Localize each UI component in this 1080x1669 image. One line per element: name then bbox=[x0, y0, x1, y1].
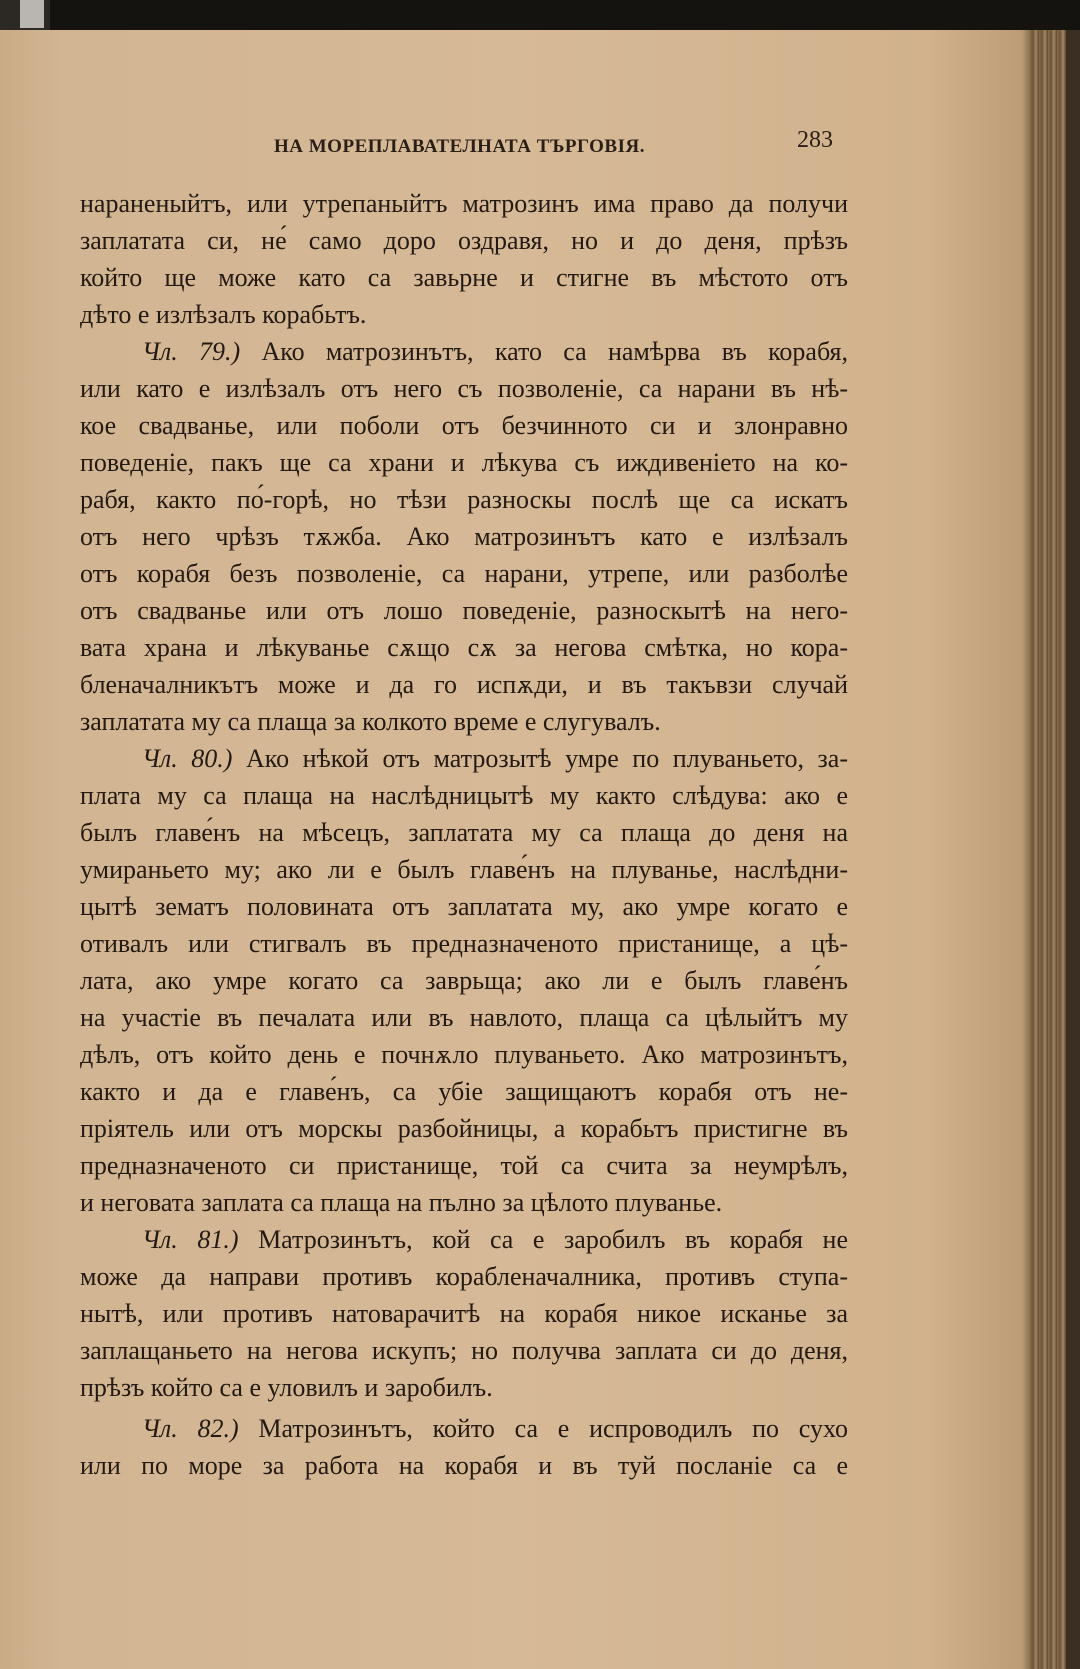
text-line: на участіе въ печалата или въ навлото, плаща са цѣлыйтъ му bbox=[80, 1003, 848, 1032]
text-segment: Матрозинътъ, кой са е заробилъ въ корабя не bbox=[258, 1225, 848, 1254]
text-line: умираньето му; ако ли е былъ главе́нъ на плуванье, наслѣдни- bbox=[80, 855, 848, 884]
text-line: рабя, както по́-горѣ, но тѣзи разноскы послѣ ще са искатъ bbox=[80, 485, 848, 514]
text-line: който ще може като са завьрне и стигне въ мѣстото отъ bbox=[80, 263, 848, 292]
text-line: заплатата му са плаща за колкото време е слугувалъ. bbox=[80, 707, 661, 736]
running-title: НА МОРЕПЛАВАТЕЛНАТА ТЪРГОВІЯ. bbox=[274, 136, 645, 157]
text-line: лата, ако умре когато са заврьща; ако ли е былъ главе́нъ bbox=[80, 966, 848, 995]
text-line: пріятель или отъ морскы разбойницы, а корабьтъ пристигне въ bbox=[80, 1114, 848, 1143]
article-81-first-line bbox=[80, 1221, 848, 1258]
text-line: или по море за работа на корабя и въ туй посланіе са е bbox=[80, 1451, 848, 1480]
text-line: бленачалникътъ може и да го испѫди, и въ такъвзи случай bbox=[80, 670, 848, 699]
article-79-first-line bbox=[80, 333, 848, 370]
text-line: былъ главе́нъ на мѣсецъ, заплатата му са плаща до деня на bbox=[80, 818, 848, 847]
text-line: кое свадванье, или поболи отъ безчинното си и злонравно bbox=[80, 411, 848, 440]
article-80-first-line bbox=[80, 740, 848, 777]
article-number: Чл. 82.) bbox=[142, 1414, 239, 1443]
text-segment: Ако нѣкой отъ матрозытѣ умре по плуваньето, за- bbox=[246, 744, 848, 773]
article-number: Чл. 81.) bbox=[142, 1225, 239, 1254]
text-line: или като е излѣзалъ отъ него съ позволеніе, са нарани въ нѣ- bbox=[80, 374, 848, 403]
scan-corner bbox=[0, 0, 50, 30]
text-line: и неговата заплата са плаща на пълно за цѣлото плуванье. bbox=[80, 1188, 723, 1217]
text-line: отъ свадванье или отъ лошо поведеніе, разноскытѣ на него- bbox=[80, 596, 848, 625]
text-line: дѣлъ, отъ който день е почнѫло плуваньето. Ако матрозинътъ, bbox=[80, 1040, 848, 1069]
page-number: 283 bbox=[797, 127, 833, 153]
text-line: отъ него чрѣзъ тѫжба. Ако матрозинътъ като е излѣзалъ bbox=[80, 522, 848, 551]
text-line: заплащаньето на негова искупъ; но получва заплата си до деня, bbox=[80, 1336, 848, 1365]
text-segment: Ако матрозинътъ, като са намѣрва въ корабя, bbox=[261, 337, 848, 366]
text-line: вата храна и лѣкуванье сѫщо сѫ за негова смѣтка, но кора- bbox=[80, 633, 848, 662]
text-line: поведеніе, пакъ ще са храни и лѣкува съ иждивеніето на ко- bbox=[80, 448, 848, 477]
text-line: може да направи противъ корабленачалника, противъ ступа- bbox=[80, 1262, 848, 1291]
body-text bbox=[80, 185, 848, 1484]
text-line: прѣзъ който са е уловилъ и заробилъ. bbox=[80, 1373, 493, 1402]
text-line: плата му са плаща на наслѣдницытѣ му както слѣдува: ако е bbox=[80, 781, 848, 810]
article-number: Чл. 79.) bbox=[142, 337, 241, 366]
text-line: заплатата си, не́ само доро оздравя, но и до деня, прѣзъ bbox=[80, 226, 848, 255]
text-line: предназначеното си пристанище, той са счита за неумрѣлъ, bbox=[80, 1151, 848, 1180]
article-82-first-line bbox=[80, 1410, 848, 1447]
text-line: отъ корабя безъ позволеніе, са нарани, утрепе, или разболѣе bbox=[80, 559, 848, 588]
text-line: дѣто е излѣзалъ корабьтъ. bbox=[80, 300, 367, 329]
page-stack-edges bbox=[1030, 30, 1080, 1669]
text-line: отивалъ или стигвалъ въ предназначеното пристанище, а цѣ- bbox=[80, 929, 848, 958]
text-segment: Матрозинътъ, който са е испроводилъ по сухо bbox=[258, 1414, 848, 1443]
text-line: нытѣ, или противъ натоварачитѣ на корабя никое исканье за bbox=[80, 1299, 848, 1328]
scan-corner-bar bbox=[20, 0, 44, 28]
text-line: както и да е главе́нъ, са убіе защищаютъ корабя отъ не- bbox=[80, 1077, 848, 1106]
text-line: цытѣ зематъ половината отъ заплатата му, ако умре когато е bbox=[80, 892, 848, 921]
scan-top-border bbox=[0, 0, 1080, 30]
article-number: Чл. 80.) bbox=[142, 744, 233, 773]
text-line: нараненыйтъ, или утрепаныйтъ матрозинъ има право да получи bbox=[80, 189, 848, 218]
